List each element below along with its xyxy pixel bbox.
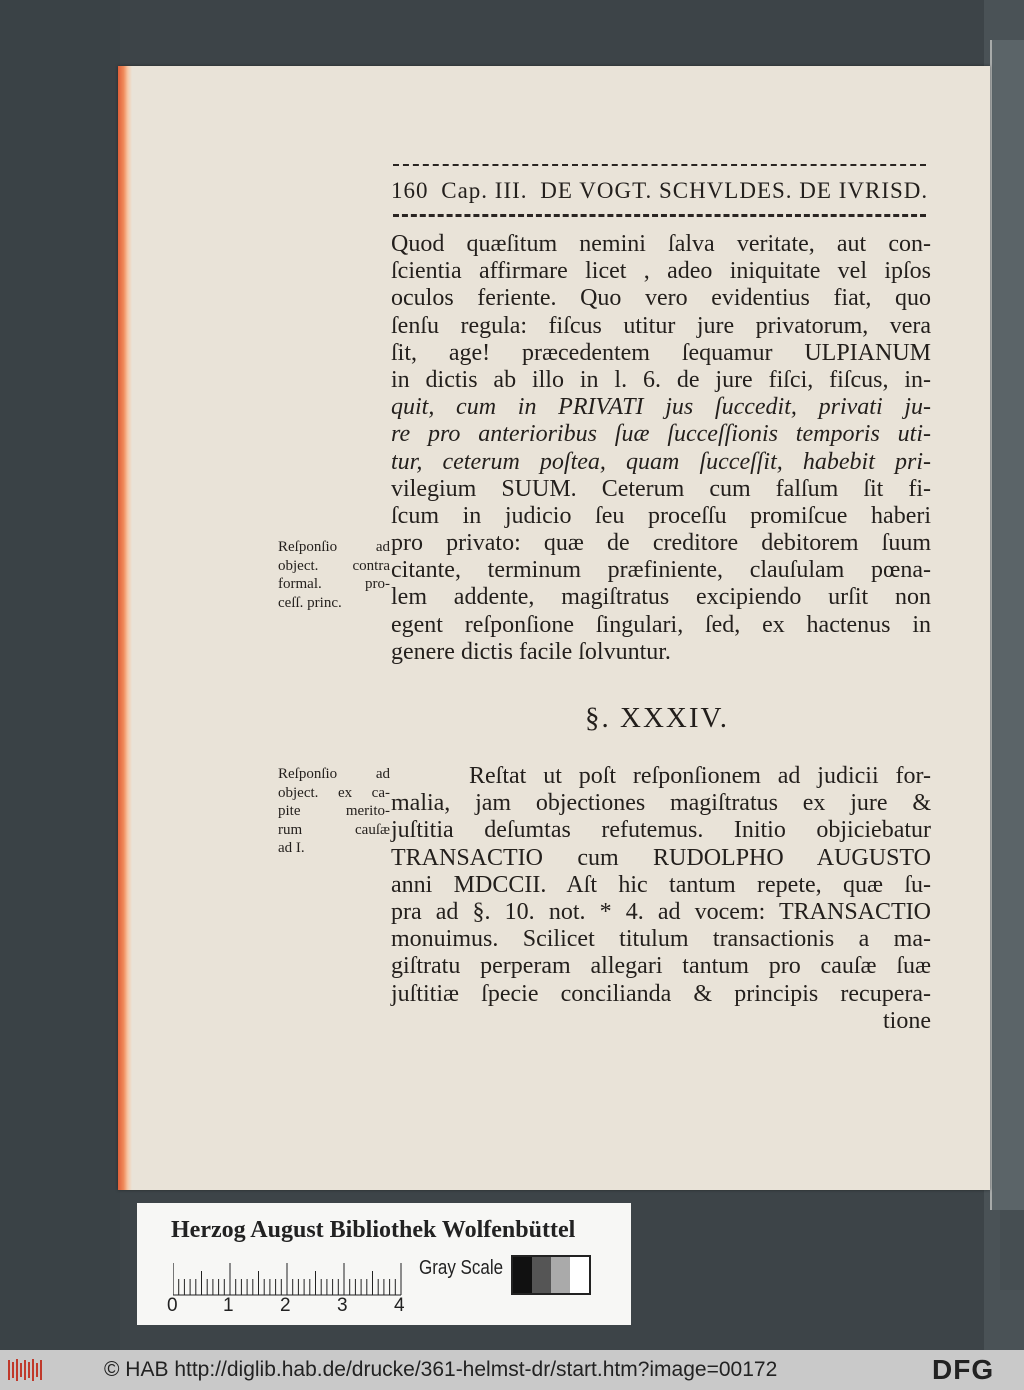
text-line: vilegium SUUM. Ceterum cum falſum ſit fi- bbox=[391, 475, 931, 502]
body-text-block-2 bbox=[391, 763, 931, 1035]
header-rule-top bbox=[393, 164, 926, 166]
ruler-number: 0 bbox=[167, 1295, 178, 1316]
text-line: genere dictis facile ſolvuntur. bbox=[391, 638, 671, 665]
text-line: re pro anterioribus ſuæ ſucceſſionis temporis uti- bbox=[391, 421, 931, 448]
text-line: oculos feriente. Quo vero evidentius fiat, quo bbox=[391, 285, 931, 312]
text-line: lem addente, magiſtratus excipiendo urſit non bbox=[391, 584, 931, 611]
ruler-number: 3 bbox=[337, 1295, 348, 1316]
ruler-number: 4 bbox=[394, 1295, 405, 1316]
scan-background-left bbox=[0, 0, 120, 1350]
text-line: TRANSACTIO cum RUDOLPHO AUGUSTO bbox=[391, 844, 931, 871]
text-line: malia, jam objectiones magiſtratus ex jure & bbox=[391, 790, 931, 817]
header-title: DE VOGT. SCHVLDES. DE IVRISD. bbox=[540, 178, 929, 203]
footer-bar bbox=[0, 1350, 1024, 1390]
text-line: quit, cum in PRIVATI jus ſuccedit, privati ju- bbox=[391, 394, 931, 421]
ruler-number: 2 bbox=[280, 1295, 291, 1316]
margin-note-1 bbox=[278, 538, 390, 612]
margin-note-line: Reſponſio ad bbox=[278, 766, 390, 782]
gray-scale-label: Gray Scale bbox=[419, 1257, 504, 1279]
body-text-block-1 bbox=[391, 231, 931, 666]
text-line: juſtitia deſumtas refutemus. Initio objiciebatur bbox=[391, 817, 931, 844]
text-line: Quod quæſitum nemini ſalva veritate, aut con- bbox=[391, 231, 931, 257]
text-line: anni MDCCII. Aſt hic tantum repete, quæ ſu- bbox=[391, 871, 931, 898]
text-line: tur, ceterum poſtea, quam ſucceſſit, habebit pri- bbox=[391, 448, 931, 475]
text-line: egent reſponſione ſingulari, ſed, ex hactenus in bbox=[391, 611, 931, 638]
header-rule-bottom bbox=[393, 214, 926, 217]
ruler-scale bbox=[173, 1259, 413, 1299]
reference-card bbox=[137, 1203, 631, 1325]
catchword: tione bbox=[883, 1007, 931, 1034]
margin-note-line: object. ex ca- bbox=[278, 784, 390, 801]
text-line: Reſtat ut poſt reſponſionem ad judicii for- bbox=[469, 763, 931, 789]
margin-note-line: pite merito- bbox=[278, 803, 390, 819]
book-page-edge bbox=[990, 40, 1024, 1210]
hab-logo-icon bbox=[6, 1356, 46, 1384]
text-line: ſcum in judicio ſeu proceſſu promiſcue haberi bbox=[391, 502, 931, 529]
margin-note-line: Reſponſio ad bbox=[278, 539, 390, 555]
copyright-link[interactable]: © HAB http://diglib.hab.de/drucke/361-helmst-dr/start.htm?image=00172 bbox=[104, 1358, 778, 1381]
text-line: pro privato: quæ de creditore debitorem ſuum bbox=[391, 530, 931, 557]
library-name: Herzog August Bibliothek Wolfenbüttel bbox=[171, 1217, 576, 1243]
text-line: juſtitiæ ſpecie concilianda & principis recupera- bbox=[391, 980, 931, 1007]
margin-note-line: ceſſ. princ. bbox=[278, 594, 342, 611]
running-header bbox=[391, 178, 931, 212]
text-line: ſenſu regula: fiſcus utitur jure privatorum, vera bbox=[391, 312, 931, 339]
text-line: in dictis ab illo in l. 6. de jure fiſci, fiſcus, in- bbox=[391, 366, 931, 393]
margin-note-2 bbox=[278, 765, 390, 858]
ruler-numbers bbox=[167, 1295, 437, 1315]
dfg-logo: DFG bbox=[932, 1354, 995, 1385]
margin-note-line: formal. pro- bbox=[278, 576, 390, 592]
text-line: monuimus. Scilicet titulum transactionis a ma- bbox=[391, 926, 931, 953]
text-line: ſit, age! præcedentem ſequamur ULPIANUM bbox=[391, 339, 931, 366]
page-colored-edge bbox=[118, 66, 132, 1190]
section-heading: §. XXXIV. bbox=[585, 702, 729, 734]
text-line: pra ad §. 10. not. * 4. ad vocem: TRANSACTIO bbox=[391, 898, 931, 925]
margin-note-line: object. contra bbox=[278, 557, 390, 574]
ruler-number: 1 bbox=[223, 1295, 234, 1316]
margin-note-line: ad I. bbox=[278, 840, 305, 856]
margin-note-line: rum cauſæ bbox=[278, 821, 390, 838]
page-number: 160 bbox=[391, 178, 429, 203]
text-line: giſtratu perperam allegari tantum pro cauſæ ſuæ bbox=[391, 953, 931, 980]
text-line: ſcientia affirmare licet , adeo iniquitate vel ipſos bbox=[391, 258, 931, 285]
gray-scale-swatch bbox=[511, 1255, 591, 1295]
text-line: citante, terminum præfiniente, clauſulam pœna- bbox=[391, 557, 931, 584]
chapter-label: Cap. III. bbox=[441, 178, 528, 203]
